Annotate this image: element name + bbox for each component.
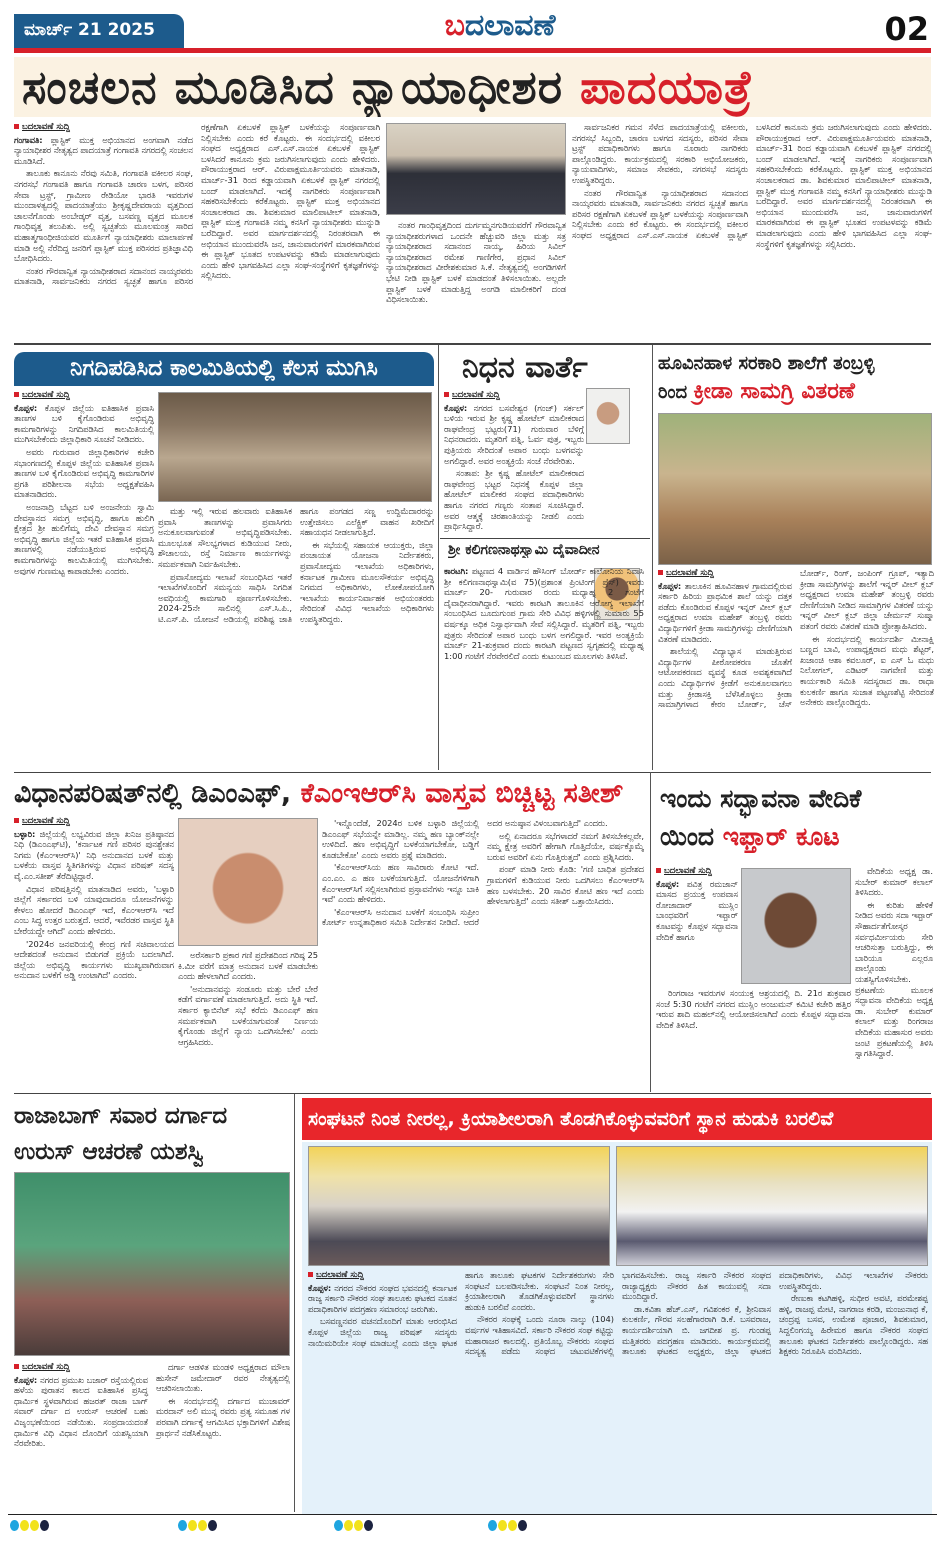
union-body xyxy=(308,1270,928,1510)
paragraph: ಪವಿತ್ರ ರಮಜಾನ್ ಮಾಸದ ಪ್ರಯುಕ್ತ ಉಪವಾಸ ರೋಜಾದಾರ್ ಮುಸ್ಲಿಂ ಬಾಂಧವರಿಗೆ ಇಫ್ತಾರ್ ಕೂಟವನ್ನು ಕೊಪ್ಪಳ ಸದ್ಭಾವನಾ ವೇದಿಕೆ ಹಾಗೂ xyxy=(656,878,738,942)
lead-story-body-b xyxy=(386,220,566,340)
paragraph: ಅರೆಸರ್ಕಾರಿ ಪ್ರಕಾರ ಗಣಿ ಪ್ರದೇಶದಿಂದ ಗರಿಷ್ಠ 25 ಕಿ.ಮೀ ವರೆಗೆ ಮಾತ್ರ ಅನುದಾನ ಬಳಕೆ ಮಾಡಬೇಕು ಎಂದು ಹೇಳಲಾಗಿದೆ ಎಂದರು. xyxy=(178,950,318,982)
paragraph: ಈ ಸಂದರ್ಭದಲ್ಲಿ ದರ್ಗಾದ ಮುಜಾವರ್ ಮರದಾನ್ ಅಲಿ ಮುನ್ನ ರವರು ಪ್ರತ್ಯ ಸಮೂಹ ಗಳ ಪರವಾಗಿ ದರ್ಗಾಕ್ಕೆ ಆಗಮಿಸಿದ ಭಕ್ತಾದಿಗಳಿಗೆ ವಿಶೇಷ ಪ್ರಾರ್ಥನೆ ನಡೆಸಿಕೊಟ್ಟರು. xyxy=(156,1395,290,1438)
paragraph: ಕೊಪ್ಪಳ ಜಿಲ್ಲೆಯ ಐತಿಹಾಸಿಕ ಪ್ರವಾಸಿ ತಾಣಗಳ ಬಳಿ ಕೈಗೊಂಡಿರುವ ಅಭಿವೃದ್ಧಿ ಕಾಮಗಾರಿಗಳನ್ನು ನಿಗದಿಪಡಿಸಿದ ಕಾಲಮಿತಿಯಲ್ಲಿ ಮುಗಿಸಬೇಕೆಂದು ಜಿಲ್ಲಾಧಿಕಾರಿ ಸೂಚನೆ ನೀಡಿದರು. xyxy=(14,402,154,445)
byline: ಬದಲಾವಣೆ ಸುದ್ದಿ xyxy=(14,122,193,133)
photo-students-sports-kit xyxy=(658,413,932,565)
paragraph: 'ಕೆಎಂಇಆರ್‌ಸಿ ಅನುದಾನ ಬಳಕೆಗೆ ಸಂಬಂಧಿಸಿ ಸುಪ್ರೀಂ ಕೋರ್ಟ್ ಉನ್ನತಾಧಿಕಾರ ಸಮಿತಿ ನಿರ್ದೇಶನ ನೀಡಿದೆ. ಆದರೆ ಅದರ ಅನುಷ್ಠಾನ ವಿಳಂಬವಾಗುತ್ತಿದೆ' ಎಂದರು. xyxy=(322,818,608,928)
story-headline-obituary: ನಿಧನ ವಾರ್ತೆ xyxy=(462,350,588,385)
story-deadline-body-a xyxy=(14,390,154,770)
lead-photo-judges-group xyxy=(386,123,566,215)
paragraph: ತಾಲೂಕಿನ ಹೂವಿನಹಾಳ ಗ್ರಾಮದಲ್ಲಿರುವ ಸರ್ಕಾರಿ ಹಿರಿಯ ಪ್ರಾಥಮಿಕ ಶಾಲೆ ಯನ್ನು ದತ್ತಕ ಪಡೆದು ಕೊಂಡಿರುವ ಕೊಪ್ಪಳ ಇನ್ನರ್ ವೀಲ್ ಕ್ಲಬ್ ಅಧ್ಯಕ್ಷರಾದ ಉಮಾ ಮಹೇಶ್ ತಂಬ್ರಳ್ಳಿ ರವರು ವಿದ್ಯಾರ್ಥಿಗಳಿಗೆ ಕ್ರೀಡಾ ಸಾಮಗ್ರಿಗಳನ್ನು ದೇಣಿಗೆಯಾಗಿ ವಿತರಣೆ ಮಾಡಿದರು. xyxy=(658,580,793,644)
dmf-body-a xyxy=(14,816,174,1090)
registration-dots xyxy=(334,1520,373,1531)
paragraph: '2024ರ ಜನವರಿಯಲ್ಲಿ ಕೇಂದ್ರ ಗಣಿ ಸಚಿವಾಲಯದ ಆದೇಶದಂತೆ ಅನುದಾನ ಬಿಡುಗಡೆ ಪ್ರಕ್ರಿಯೆ ಬದಲಾಗಿದೆ. ಜಿಲ್ಲೆಯ ಅಭಿವೃದ್ಧಿ ಕಾರ್ಯಗಳು ಮುಖ್ಯವಾಗಿರುವಾಗ ಅನುದಾನ ಬಳಕೆಗೆ ಅಡ್ಡಿ ಉಂಟಾಗಿದೆ' ಎಂದರು. xyxy=(14,938,174,981)
headline-line: ರಾಜಾಬಾಗ್ ಸವಾರ ದರ್ಗಾದ xyxy=(14,1103,228,1129)
photo-installation-ceremony xyxy=(616,1146,928,1266)
issue-date: ಮಾರ್ಚ್ 21 2025 xyxy=(14,14,184,48)
story-deadline-body-b xyxy=(158,506,434,770)
lead-story-body-c xyxy=(572,122,932,340)
lead-story-body-a xyxy=(14,122,380,340)
byline: ಬದಲಾವಣೆ ಸುದ್ದಿ xyxy=(308,1270,457,1281)
byline: ಬದಲಾವಣೆ ಸುದ್ದಿ xyxy=(14,390,154,401)
story-headline-dmf xyxy=(14,776,644,812)
paragraph: ಈ ಸಭೆಯಲ್ಲಿ ಸಹಾಯಕ ಆಯುಕ್ತರು, ಜಿಲ್ಲಾ ಪಂಚಾಯತ ಯೋಜನಾ ನಿರ್ದೇಶಕರು, ಪ್ರವಾಸೋದ್ಯಮ ಇಲಾಖೆಯ ಅಧಿಕಾರಿಗಳು, ಕರ್ನಾಟಕ ಗ್ರಾಮೀಣ ಮೂಲಸೌಕರ್ಯ ಅಭಿವೃದ್ಧಿ ನಿಗಮದ ಅಧಿಕಾರಿಗಳು, ಲೋಕೋಪಯೋಗಿ ಇಲಾಖೆಯ ಕಾರ್ಯನಿರ್ವಾಹಕ ಅಭಿಯಂತರರು ಸೇರಿದಂತೆ ವಿವಿಧ ಇಲಾಖೆಯ ಅಧಿಕಾರಿಗಳು ಉಪಸ್ಥಿತರಿದ್ದರು. xyxy=(300,539,434,624)
paragraph: ನೌಕರರ ಸಂಘಕ್ಕೆ ಒಂದು ನೂರಾ ನಾಲ್ಕು (104) ವರ್ಷಗಳ ಇತಿಹಾಸವಿದೆ. ಸರ್ಕಾರಿ ನೌಕರರ ಸಂಘ ಕಟ್ಟಿದ್ದು ಮಹಾರಾಜರ ಕಾಲದಲ್ಲಿ. ಪ್ರತಿಯೊಬ್ಬ ನೌಕರರು ಸಂಘದ ಸದಸ್ಯತ್ವ ಪಡೆದು ಸಂಘದ ಚಟುವಟಿಕೆಗಳಲ್ಲಿ ಭಾಗವಹಿಸಬೇಕು. ರಾಜ್ಯ ಸರ್ಕಾರಿ ನೌಕರರ ಸಂಘದ ರಾಜ್ಯಾಧ್ಯಕ್ಷರು ನೌಕರರ ಹಿತ ಕಾಯುವಲ್ಲಿ ಸದಾ ಮುಂದಿದ್ದಾರೆ. xyxy=(465,1270,771,1357)
photo-inauguration-cake xyxy=(308,1146,610,1266)
paragraph: ಪ್ರವಾಸೋದ್ಯಮ ಇಲಾಖೆ ಸಂಬಂಧಿಸಿದ ಇತರೆ ಇಲಾಖೆಗಳೊಂದಿಗೆ ಸಮನ್ವಯ ಸಾಧಿಸಿ ನಿಗದಿತ ಅವಧಿಯಲ್ಲಿ ಕಾಮಗಾರಿ ಪೂರ್ಣಗೊಳಿಸಬೇಕು. 2024-25ನೇ ಸಾಲಿನಲ್ಲಿ ಎಸ್.ಸಿ.ಪಿ., ಟಿ.ಎಸ್.ಪಿ. ಯೋಜನೆ ಅಡಿಯಲ್ಲಿ ಪರಿಶಿಷ್ಟ ಜಾತಿ ಹಾಗೂ ಪಂಗಡದ ಸಣ್ಣ ಉದ್ದಿಮೆದಾರರನ್ನು ಉತ್ತೇಜಿಸಲು ಎಲೆಕ್ಟ್ರಿಕ್ ವಾಹನ ಖರೀದಿಗೆ ಸಹಾಯಧನ ನೀಡಲಾಗುತ್ತಿದೆ. xyxy=(158,506,434,624)
paragraph: ಈ ಕುರಿತು ಹೇಳಿಕೆ ನೀಡಿದ ಅವರು ಸದಾ ಇಫ್ತಾರ್ ಸೌಹಾರ್ದತೆಗೋಸ್ಕರ ಸರ್ವಧರ್ಮೀಯರು ಸೇರಿ ಆಚರಿಸುತ್ತಾ ಬರುತ್ತಿದ್ದು, ಈ ಬಾರಿಯೂ ಎಲ್ಲರೂ ಪಾಲ್ಗೊಂಡು ಯಶಸ್ವಿಗೊಳಿಸಬೇಕು. ಪ್ರಕಟಣೆಯ ಮೂಲಕ ಸದ್ಭಾವನಾ ವೇದಿಕೆಯ ಅಧ್ಯಕ್ಷ ಡಾ. ಸುಬೇರ್ ಕುಮಾರ್ ಕಲಾಲ್ ಮತ್ತು ರಿಂಗರಾಜ ವೇದಿಕೆಯ ಮಹಾಸುರ ಅವರು ಜಂಟಿ ಪ್ರಕಟಣೆಯಲ್ಲಿ ತಿಳಿಸಿ ಸ್ವಾಗತಿಸಿದ್ದಾರೆ. xyxy=(855,899,933,1059)
iftar-body-b xyxy=(656,988,851,1090)
divider xyxy=(14,1093,931,1094)
registration-dots xyxy=(178,1520,217,1531)
headline-line: ರಿಂದ xyxy=(658,382,694,403)
lead-headline xyxy=(14,57,931,117)
paragraph: ನಗರದ ನೌಕರರ ಸಂಘದ ಭವನದಲ್ಲಿ ಕರ್ನಾಟಕ ರಾಜ್ಯ ಸರ್ಕಾರಿ ನೌಕರರ ಸಂಘ ತಾಲೂಕು ಘಟಕದ ನೂತನ ಪದಾಧಿಕಾರಿಗಳ ಪದಗ್ರಹಣ ಸಮಾರಂಭ ಜರುಗಿತು. xyxy=(308,1282,457,1314)
paragraph: ಪಟ್ಟಣದ 4 ವಾರ್ಡಿನ ಹೌಸಿಂಗ್ ಬೋರ್ಡ್ ಕಾಲೋನಿಯ ನಿವಾಸಿ ಶ್ರೀ ಕಲಿಗಣನಾಥಸ್ವಾಮಿ(ವ 75)(ಪ್ರಶಾಂತ ಪ್ರಿಂಟಿಂಗ್ ಪ್ರೆಸ್) ಇವರು ಮಾರ್ಚ್ 20- ಗುರುವಾರ ರಂದು ಮಧ್ಯಾಹ್ನ 2 ಗಂಟೆಗೆ ದೈವಾಧೀನರಾಗಿದ್ದಾರೆ. ಇವರು ಕಾರಟಗಿ ತಾಲೂಕಿನ ಆರೋಗ್ಯ ಇಲಾಖೆಗೆ ಸಂಬಂಧಿಸಿದ ಬೂದುಗುಂಪ ಗ್ರಾಮ ಸೇರಿ ವಿವಿಧ ಹಳ್ಳಿಗಳಲ್ಲಿ ಸುಮಾರು 55 ವರ್ಷಕ್ಕೂ ಅಧಿಕ ನಿಸ್ವಾರ್ಥವಾಗಿ ಸೇವೆ ಸಲ್ಲಿಸಿದ್ದಾರೆ. ಮೃತರಿಗೆ ಪತ್ನಿ, ಇಬ್ಬರು ಪುತ್ರರು ಸೇರಿದಂತೆ ಅಪಾರ ಬಂಧು ಬಳಗ ಅಗಲಿದ್ದಾರೆ. ಇವರ ಅಂತ್ಯಕ್ರಿಯೆ ಮಾರ್ಚ್ 21-ಶುಕ್ರವಾರ ದಂದು ಕಾರಟಗಿ ಪಟ್ಟಣದ ಸ್ವಗೃಹದಲ್ಲಿ ಮಧ್ಯಾಹ್ನ 1:00 ಗಂಟೆಗೆ ನೆರವೇರಲಿದೆ ಎಂದು ಕುಟುಂಬದ ಮೂಲಗಳು ತಿಳಿಸಿವೆ. xyxy=(444,566,644,661)
paragraph: ರಿಂಗರಾಜ ಇವರುಗಳ ಸಂಯುಕ್ತ ಆಶ್ರಯದಲ್ಲಿ ದಿ. 21ರ ಶುಕ್ರವಾರ ಸಂಜೆ 5:30 ಗಂಟೆಗೆ ನಗರದ ಮುಸ್ಲಿಂ ಅಂಜುಮನ್ ಕಮಿಟಿ ಕಚೇರಿ ಹತ್ತಿರ ಇರುವ ಶಾದಿ ಮಹಲ್‌ನಲ್ಲಿ ಆಯೋಜಿಸಲಾಗಿದೆ ಎಂದು ಕೊಪ್ಪಳ ಸದ್ಭಾವನಾ ವೇದಿಕೆ ತಿಳಿಸಿದೆ. xyxy=(656,988,851,1030)
sports-kit-body xyxy=(658,568,934,770)
divider xyxy=(440,538,650,539)
photo-obituary-portrait xyxy=(586,388,630,444)
paragraph: ಶಾಲೆಯಲ್ಲಿ ವಿದ್ಯಾಭ್ಯಾಸ ಮಾಡುತ್ತಿರುವ ವಿದ್ಯಾರ್ಥಿಗಳ ಪೀಠೋಪಕರಣ ಜೊತೆಗೆ ಆಟೋಪಕರಣದ ವ್ಯವಸ್ಥೆ ಕೂಡ ಅವಶ್ಯಕವಾಗಿದೆ ಎಂದು ವಿದ್ಯಾರ್ಥಿಗಳ ಕ್ರೀಡೆಗೆ ಅನುಕೂಲವಾಗಲು ಮತ್ತು ಕ್ರೀಡಾಸಕ್ತಿ ಬೆಳೆಸಿಕೊಳ್ಳಲು ಕ್ರೀಡಾ ಸಾಮಾಗ್ರಿಗಳಾದ ಕೇರಂ ಬೋರ್ಡ್, ಚೆಸ್ ಬೋರ್ಡ್, ರಿಂಗ್, ಜಂಪಿಂಗ್ ಗ್ರೂಪ್, ಇತ್ಯಾದಿ ಕ್ರೀಡಾ ಸಾಮಗ್ರಿಗಳನ್ನು ಶಾಲೆಗೆ ಇನ್ನರ್ ವೀಲ್ ಕ್ಲಬ್ ಅಧ್ಯಕ್ಷರಾದ ಉಮಾ ಮಹೇಶ್ ತಂಬ್ರಳ್ಳಿ ರವರು ದೇಣಿಗೆಯಾಗಿ ನೀಡಿದ ಸಾಮಾಗ್ರಿಗಳ ವಿತರಣೆ ಯನ್ನು ಇನ್ನರ್ ವೀಲ್ ಕ್ಲಬ್ ಜಿಲ್ಲಾ ಚೇರ್ಮನ್ ಸುಷ್ಮಾ ಪತಂಗೆ ರವರು ವಿತರಣೆ ಮಾಡಿ ಪ್ರೋತ್ಸಾಹಿಸಿದರು. xyxy=(658,568,934,710)
photo-review-meeting xyxy=(158,392,432,502)
dmf-body-b xyxy=(178,950,318,1090)
paragraph: ಪಂಪ್ ಮಾಡಿ ನೀರು ಕೊಡಿ: 'ಗಣಿ ಬಾಧಿತ ಪ್ರದೇಶದ ಗ್ರಾಮಗಳಿಗೆ ಕುಡಿಯುವ ನೀರು ಒದಗಿಸಲು ಕೆಎಂಇಆರ್‌ಸಿ ಹಣ ಬಳಸಬೇಕು. 20 ಸಾವಿರ ಕೋಟಿ ಹಣ ಇದೆ ಎಂದು ಹೇಳಲಾಗುತ್ತಿದೆ' ಎಂದು ಸತೀಶ್ ಒತ್ತಾಯಿಸಿದರು. xyxy=(487,864,644,907)
dateline: ಕಾರಟಗಿ: xyxy=(444,566,469,576)
paragraph: 'ಅನುದಾನವನ್ನು ಸಂಡೂರು ಮತ್ತು ಬೇರೆ ಬೇರೆ ಕಡೆಗೆ ವರ್ಗಾವಣೆ ಮಾಡಲಾಗುತ್ತಿದೆ. ಅದು ಸ್ಥಿತಿ ಇದೆ. ಸರ್ಕಾರ ಕ್ಯಾಬಿನೆಟ್ ಸಭೆ ಕರೆದು ಡಿಎಂಎಫ್ ಹಣ ಸಮರ್ಪಕವಾಗಿ ಬಳಕೆಯಾಗುವಂತೆ ನಿರ್ಣಯ ಕೈಗೊಂಡು ಜಿಲ್ಲೆಗೆ ನ್ಯಾಯ ಒದಗಿಸಬೇಕು' ಎಂದು ಆಗ್ರಹಿಸಿದರು. xyxy=(178,983,318,1047)
divider xyxy=(652,345,653,770)
story-headline-union: ಸಂಘಟನೆ ನಿಂತ ನೀರಲ್ಲ, ಕ್ರಿಯಾಶೀಲರಾಗಿ ತೊಡಗಿಕೊಳ್ಳುವವರಿಗೆ ಸ್ಥಾನ ಹುಡುಕಿ ಬರಲಿವೆ xyxy=(302,1098,932,1140)
paragraph: ನಗರದ ಪ್ರಮುಖ ಬಜಾರ್ ರಸ್ತೆಯಲ್ಲಿರುವ ಹಳೆಯ ಪುರಾತನ ಕಾಲದ ಐತಿಹಾಸಿಕ ಪ್ರಸಿದ್ಧ ಧಾರ್ಮಿಕ ಸ್ಥಳವಾಗಿರುವ ಹಜರತ್ ರಾಜಾ ಬಾಗ್ ಸವಾರ್ ದರ್ಗಾ ದ ಉರುಸ್ ಆಚರಣೆ ಬಹು ವಿಜೃಂಭಣೆಯಿಂದ ನಡೆಯಿತು. ಸಂಪ್ರದಾಯದಂತೆ ಧಾರ್ಮಿಕ ವಿಧಿ ವಿಧಾನ ದೊಂದಿಗೆ ಯಶಸ್ವಿಯಾಗಿ ನೆರವೇರಿತು. xyxy=(14,1374,149,1449)
urus-body xyxy=(14,1362,290,1512)
headline-black: ವಿಧಾನಪರಿಷತ್‌ನಲ್ಲಿ ಡಿಎಂಎಫ್, xyxy=(14,778,301,809)
header-rule xyxy=(14,48,931,53)
dateline: ಕೊಪ್ಪಳ: xyxy=(14,1374,38,1385)
headline-line: ಯಿಂದ xyxy=(660,822,723,851)
paragraph: ಪ್ಲಾಸ್ಟಿಕ್ ಮುಕ್ತ ಅಭಿಯಾನದ ಅಂಗವಾಗಿ ನಡೆದ ನ್ಯಾಯಾಧೀಶರ ನೇತೃತ್ವದ ಪಾದಯಾತ್ರೆ ಗಂಗಾವತಿ ನಗರದಲ್ಲಿ ಸಂಚಲನ ಮೂಡಿಸಿದೆ. xyxy=(14,134,193,166)
divider xyxy=(650,772,651,1092)
headline-red: ಕೆಎಂಇಆರ್‌ಸಿ ವಾಸ್ತವ ಬಿಚ್ಚಿಟ್ಟ ಸತೀಶ್ xyxy=(300,778,624,809)
logo-first-letter: ಬ xyxy=(444,8,465,43)
photo-organizer-portrait xyxy=(741,868,851,984)
byline: ಬದಲಾವಣೆ ಸುದ್ದಿ xyxy=(14,816,174,827)
dateline: ಬಳ್ಳಾರಿ: xyxy=(14,828,36,839)
iftar-body-c xyxy=(855,866,933,1090)
byline: ಬದಲಾವಣೆ ಸುದ್ದಿ xyxy=(656,866,738,877)
logo-rest: ದಲಾವಣೆ xyxy=(464,8,556,43)
paragraph: ದರ್ಗಾ ಆಡಳಿತ ಮಂಡಳಿ ಅಧ್ಯಕ್ಷರಾದ ಮೌಲಾ ಹುಸೇನ್ ಜಮೇದಾರ್ ರವರ ನೇತೃತ್ವದಲ್ಲಿ ಆಚರಿಸಲಾಯಿತು. xyxy=(156,1362,290,1394)
paragraph: ಈ ಸಂದರ್ಭದಲ್ಲಿ ಕಾರ್ಯದರ್ಶಿ ಮೀನಾಕ್ಷಿ ಬಣ್ಣದ ಬಾವಿ, ಉಪಾಧ್ಯಕ್ಷರಾದ ಮಧು ಶೆಟ್ಟರ್, ಖಜಾಂಚಿ ಆಶಾ ಕವಲೂರ್, ಐ ಎಸ್ ಓ ಮಧು ನಿಲೋಗಲ್, ಎಡಿಟರ್ ನಾಗವೇಣಿ ಮತ್ತು ಕಾರ್ಯಕಾರಿ ಸಮಿತಿ ಸದಸ್ಯರಾದ ಡಾ. ರಾಧಾ ಕುಲಕರ್ಣಿ ಹಾಗೂ ಸುಜಾತ ಪಟ್ಟಣಶೆಟ್ಟಿ ಸೇರಿದಂತೆ ಅನೇಕರು ಪಾಲ್ಗೊಂಡಿದ್ದರು. xyxy=(800,633,934,708)
paragraph: ನಗರದ ಬಸವೇಶ್ವರ (ಗಂಜ್) ಸರ್ಕಲ್ ಬಳಿಯ ಇರುವ ಶ್ರೀ ಕೃಷ್ಣ ಹೋಟೆಲ್ ಮಾಲೀಕರಾದ ರಾಘವೇಂದ್ರ ಭಟ್ಟರು(71) ಗುರುವಾರ ಬೆಳಿಗ್ಗೆ ನಿಧನರಾದರು. ಮೃತರಿಗೆ ಪತ್ನಿ, ಓರ್ವ ಪುತ್ರ, ಇಬ್ಬರು ಪುತ್ರಿಯರು ಸೇರಿದಂತೆ ಅಪಾರ ಬಂಧು ಬಳಗವನ್ನು ಅಗಲಿದ್ದಾರೆ. ಅವರ ಅಂತ್ಯಕ್ರಿಯೆ ಸಂಜೆ ನೆರವೇರಿತು. xyxy=(444,402,584,466)
paragraph: ಮತ್ತು ಇಲ್ಲಿ ಇರುವ ಹಲವಾರು ಐತಿಹಾಸಿಕ ಪ್ರವಾಸಿ ತಾಣಗಳನ್ನು ಪ್ರವಾಸಿಗರು ಅನುಕೂಲವಾಗುವಂತೆ ಅಭಿವೃದ್ಧಿಪಡಿಸಬೇಕು. ಮೂಲಭೂತ ಸೌಲಭ್ಯಗಳಾದ ಕುಡಿಯುವ ನೀರು, ಶೌಚಾಲಯ, ರಸ್ತೆ ನಿರ್ಮಾಣ ಕಾರ್ಯಗಳನ್ನು ಸಮರ್ಪಕವಾಗಿ ನಿರ್ವಹಿಸಬೇಕು. xyxy=(158,506,292,569)
page-number: 02 xyxy=(884,10,929,48)
paragraph: ನಂತರ ಗೌರವಾನ್ವಿತ ನ್ಯಾಯಾಧೀಶರಾದ ಸದಾನಂದ ನಾಯ್ಕರವರು ಮಾತನಾಡಿ, ಸಾರ್ವಜನಿಕರು ನಗರದ ಸ್ವಚ್ಛತೆ ಹಾಗೂ ಪರಿಸರ ರಕ್ಷಣೆಗಾಗಿ ಏಕಬಳಕೆ ಪ್ಲಾಸ್ಟಿಕ್ ಬಳಕೆಯನ್ನು ಸಂಪೂರ್ಣವಾಗಿ ನಿಲ್ಲಿಸಬೇಕು ಎಂದು ಕರೆ ಕೊಟ್ಟರು. ಈ ಸಂದರ್ಭದಲ್ಲಿ ವಕೀಲರ ಸಂಘದ ಅಧ್ಯಕ್ಷರಾದ ಎಸ್.ಎಸ್.ನಾಯಕ ಏಕಬಳಕೆ ಪ್ಲಾಸ್ಟಿಕ್ ಬಳಸಿದರೆ ಕಾನೂನು ಕ್ರಮ ಜರುಗಿಸಲಾಗುವುದು ಎಂದು ಹೇಳಿದರು. ಪೌರಾಯುಕ್ತರಾದ ಆರ್. ವಿರುಪಾಕ್ಷಮೂರ್ತಿಯವರು ಮಾತನಾಡಿ, ಮಾರ್ಚ್-31 ರಿಂದ ಕಡ್ಡಾಯವಾಗಿ ಏಕಬಳಕೆ ಪ್ಲಾಸ್ಟಿಕ್ ನಗರದಲ್ಲಿ ಬಂದ್ ಮಾಡಲಾಗಿದೆ. ಇದಕ್ಕೆ ನಾಗರಿಕರು ಸಂಪೂರ್ಣವಾಗಿ ಸಹಕರಿಸಬೇಕೆಂದು ಕರೆಕೊಟ್ಟರು. ಪ್ಲಾಸ್ಟಿಕ್ ಮುಕ್ತ ಅಭಿಯಾನದ ಸಂಚಾಲಕರಾದ ಡಾ. ಶಿವಕುಮಾರ ಮಾಲಿಪಾಟೀಲ್ ಮಾತನಾಡಿ, ಪ್ಲಾಸ್ಟಿಕ್ ಮುಕ್ತ ಗಂಗಾವತಿ ನಮ್ಮ ಕನಸಿಗೆ ನ್ಯಾಯಾಧೀಶರು ಮುನ್ನುಡಿ ಬರೆದಿದ್ದಾರೆ. ಅವರ ಮಾರ್ಗದರ್ಶನದಲ್ಲಿ ನಿರಂತರವಾಗಿ ಈ ಅಭಿಯಾನ ಮುಂದುವರೆಸಿ ಜನ, ಜಾನುವಾರುಗಳಿಗೆ ಮಾರಕವಾಗಿರುವ ಈ ಪ್ಲಾಸ್ಟಿಕ್ ಭೂತದ ಉಪಟಳವನ್ನು ಕಡಿಮೆ ಮಾಡಲಾಗುವುದು ಎಂದು ಹೇಳಿ ಭಾಗವಹಿಸಿದ ಎಲ್ಲಾ ಸಂಘ-ಸಂಸ್ಥೆಗಳಿಗೆ ಕೃತಜ್ಞತೆಗಳನ್ನು ಸಲ್ಲಿಸಿದರು. xyxy=(14,122,380,287)
paragraph: ಅಂಜನಾದ್ರಿ ಬೆಟ್ಟದ ಬಳಿ ಅಂಜನೇಯ ಸ್ವಾಮಿ ದೇವಸ್ಥಾನದ ಸಮಗ್ರ ಅಭಿವೃದ್ಧಿ, ಹಾಗೂ ಹುಲಿಗಿ ಕ್ಷೇತ್ರದ ಶ್ರೀ ಹುಲಿಗೆಮ್ಮ ದೇವಿ ದೇವಸ್ಥಾನ ಸಮಗ್ರ ಅಭಿವೃದ್ಧಿ ಹಾಗೂ ಜಿಲ್ಲೆಯ ಇತರೆ ಐತಿಹಾಸಿಕ ಪ್ರವಾಸಿ ತಾಣಗಳಲ್ಲಿ ನಡೆಯುತ್ತಿರುವ ಅಭಿವೃದ್ಧಿ ಕಾಮಗಾರಿಗಳನ್ನು ಕಾಲಮಿತಿಯಲ್ಲಿ ಮುಗಿಸಬೇಕು. ಅವುಗಳ ಗುಣಮಟ್ಟ ಕಾಪಾಡಬೇಕು ಎಂದರು. xyxy=(14,501,154,576)
registration-dots xyxy=(10,1520,49,1531)
demise-body xyxy=(444,566,644,770)
photo-satish-portrait xyxy=(178,818,318,946)
story-headline-urus xyxy=(14,1098,290,1170)
headline-line-red: ಇಫ್ತಾರ್ ಕೂಟ xyxy=(722,822,840,851)
divider xyxy=(14,343,931,345)
dateline: ಕೊಪ್ಪಳ: xyxy=(444,402,468,413)
lead-headline-red: ಪಾದಯಾತ್ರೆ xyxy=(580,60,754,114)
dateline: ಕೊಪ್ಪಳ: xyxy=(14,402,38,413)
story-headline-demise: ಶ್ರೀ ಕಲಿಗಣನಾಥಸ್ವಾಮಿ ದೈವಾದೀನ xyxy=(448,542,600,558)
paragraph: ಡಾ.ಕವಿತಾ ಹೆಚ್.ಎಸ್, ಗವಿಶಂಕರ ಕೆ, ಶ್ರೀನಿವಾಸ ಕುಲಕರ್ಣಿ, ಗೌರವ ಸಲಹೆಗಾರರಾಗಿ ಡಿ.ಕೆ. ಬಸವರಾಜ, ಕಾರ್ಯದರ್ಶಿಯಾಗಿ ಬಿ. ಜಗದೀಶ ಪ್ರ. ಗುಂಡಪ್ಪ ಮತ್ತಿತರರು ಪದಗ್ರಹಣ ಮಾಡಿದರು. ಕಾರ್ಯಕ್ರಮದಲ್ಲಿ ತಾಲೂಕು ಘಟಕದ ಅಧ್ಯಕ್ಷರು, ಜಿಲ್ಲಾ ಘಟಕದ ಪದಾಧಿಕಾರಿಗಳು, ವಿವಿಧ ಇಲಾಖೆಗಳ ನೌಕರರು ಉಪಸ್ಥಿತರಿದ್ದರು. xyxy=(622,1270,928,1357)
paragraph: ಸಂತಾಪ: ಶ್ರೀ ಕೃಷ್ಣ ಹೋಟೆಲ್ ಮಾಲೀಕರಾದ ರಾಘವೇಂದ್ರ ಭಟ್ಟರ ನಿಧನಕ್ಕೆ ಕೊಪ್ಪಳ ಜಿಲ್ಲಾ ಹೋಟೆಲ್ ಮಾಲೀಕರ ಸಂಘದ ಪದಾಧಿಕಾರಿಗಳು ಹಾಗೂ ನಗರದ ಗಣ್ಯರು ಸಂತಾಪ ಸೂಚಿಸಿದ್ದಾರೆ. ಅವರ ಆತ್ಮಕ್ಕೆ ಚಿರಶಾಂತಿಯನ್ನು ನೀಡಲಿ ಎಂದು ಪ್ರಾರ್ಥಿಸಿದ್ದಾರೆ. xyxy=(444,468,584,532)
photo-dargah-urus xyxy=(14,1172,290,1356)
paragraph: ತಾಲೂಕು ಕಾನೂನು ನೆರವು ಸಮಿತಿ, ಗಂಗಾವತಿ ವಕೀಲರ ಸಂಘ, ನಗರಸಭೆ ಗಂಗಾವತಿ ಹಾಗೂ ಗಂಗಾವತಿ ಚಾರಣ ಬಳಗ, ಪರಿಸರ ಸೇವಾ ಟ್ರಸ್ಟ್, ಗ್ರಾಮೀಣ ರೇಡಿಯೋ ಭಾರತಿ ಇವರುಗಳ ಮುಂದಾಳತ್ವದಲ್ಲಿ ಪಾದಯಾತ್ರೆಯು ಶ್ರೀಕೃಷ್ಣದೇವರಾಯ ವೃತ್ತದಿಂದ ಚಾಲನೆಗೊಂಡು ಅಂಬೇಡ್ಕರ್ ವೃತ್ತ, ಬಸವಣ್ಣ ವೃತ್ತದ ಮೂಲಕ ಗಾಂಧಿವೃತ್ತ ತಲುಪಿತು. ಅಲ್ಲಿ ಸ್ವಚ್ಛತೆಯ ಮೂಲಮಂತ್ರ ಸಾರಿದ ಮಹಾತ್ಮಗಾಂಧೀಜಿಯವರ ಮೂರ್ತಿಗೆ ನ್ಯಾಯಾಧೀಶರು ಮಾಲಾರ್ಪಣೆ ಮಾಡಿ ಅಲ್ಲಿ ನೆರೆದಿದ್ದ ಜನರಿಗೆ ಪ್ಲಾಸ್ಟಿಕ್ ಮುಕ್ತ ಪರಿಸರದ ಪ್ರತಿಜ್ಞಾವಿಧಿ ಬೋಧಿಸಿದರು. xyxy=(14,168,193,264)
lead-headline-black: ಸಂಚಲನ ಮೂಡಿಸಿದ ನ್ಯಾಯಾಧೀಶರ xyxy=(22,60,564,114)
paragraph: 'ಇನ್ನೊಂದೆಡೆ, 2024ರ ಬಳಿಕ ಬಳ್ಳಾರಿ ಜಿಲ್ಲೆಯಲ್ಲಿ ಡಿಎಂಎಫ್ ಸಭೆಯನ್ನೇ ಮಾಡಿಲ್ಲ. ನಮ್ಮ ಹಣ ಬ್ಯಾಂಕ್‌ನಲ್ಲೇ ಉಳಿದಿದೆ. ಹಣ ಅಭಿವೃದ್ಧಿಗೆ ಬಳಕೆಯಾಗಬೇಕೋ, ಬಡ್ಡಿಗೆ ಕೂಡಬೇಕೋ' ಎಂದು ಅವರು ಪ್ರಶ್ನೆ ಮಾಡಿದರು. xyxy=(322,818,479,860)
obituary-body xyxy=(444,390,584,538)
paragraph: ಅವರು ಗುರುವಾರ ಜಿಲ್ಲಾಧಿಕಾರಿಗಳ ಕಚೇರಿ ಸಭಾಂಗಣದಲ್ಲಿ ಕೊಪ್ಪಳ ಜಿಲ್ಲೆಯ ಐತಿಹಾಸಿಕ ಪ್ರವಾಸಿ ತಾಣಗಳ ಬಳಿ ಕೈಗೊಂಡಿರುವ ಅಭಿವೃದ್ಧಿ ಕಾಮಗಾರಿಗಳ ಪ್ರಗತಿ ಪರಿಶೀಲನಾ ಸಭೆಯ ಅಧ್ಯಕ್ಷತೆವಹಿಸಿ ಮಾತನಾಡಿದರು. xyxy=(14,446,154,500)
newspaper-logo xyxy=(380,8,620,43)
dateline: ಕೊಪ್ಪಳ: xyxy=(658,580,682,591)
paragraph: ಜಿಲ್ಲೆಯಲ್ಲಿ ಲಭ್ಯವಿರುವ ಜಿಲ್ಲಾ ಖನಿಜ ಪ್ರತಿಷ್ಠಾನದ ನಿಧಿ (ಡಿಎಂಎಫ್‌ಟಿ), 'ಕರ್ನಾಟಕ ಗಣಿ ಪರಿಸರ ಪುನಶ್ಚೇತನ ನಿಗಮ (ಕೆಎಂಇಆರ್‌ಸಿ)' ನಿಧಿ ಅನುದಾನದ ಬಳಕೆ ಮತ್ತು ಬಳಕೆಯ ವಾಸ್ತವ ಸ್ಥಿತಿಗತಿಗಳನ್ನು ವಿಧಾನ ಪರಿಷತ್ ಸದಸ್ಯ ವೈ.ಎಂ.ಸತೀಶ್ ತೆರೆದಿಟ್ಟಿದ್ದಾರೆ. xyxy=(14,828,174,881)
story-headline-iftar xyxy=(660,780,932,856)
headline-line: ಇಂದು ಸದ್ಭಾವನಾ ವೇದಿಕೆ xyxy=(660,784,862,813)
registration-dots xyxy=(488,1520,527,1531)
headline-line: ಹೂವಿನಹಾಳ ಸರಕಾರಿ ಶಾಲೆಗೆ ತಂಬ್ರಳ್ಳಿ xyxy=(658,353,875,374)
story-headline-sports-kit xyxy=(658,350,934,407)
dateline: ಕೊಪ್ಪಳ: xyxy=(656,878,680,889)
paragraph: ವೇದಿಕೆಯ ಅಧ್ಯಕ್ಷ ಡಾ. ಸುಬೇರ್ ಕುಮಾರ್ ಕಲಾಲ್ ತಿಳಿಸಿದರು. xyxy=(855,866,933,898)
divider xyxy=(438,345,439,770)
paragraph: ಸಾರ್ವಜನಿಕರ ಗಮನ ಸೆಳೆದ ಪಾದಯಾತ್ರೆಯಲ್ಲಿ ವಕೀಲರು, ನಗರಸಭೆ ಸಿಬ್ಬಂದಿ, ಚಾರಣ ಬಳಗದ ಸದಸ್ಯರು, ಪರಿಸರ ಸೇವಾ ಟ್ರಸ್ಟ್ ಪದಾಧಿಕಾರಿಗಳು ಹಾಗೂ ನೂರಾರು ನಾಗರಿಕರು ಪಾಲ್ಗೊಂಡಿದ್ದರು. ಕಾರ್ಯಕ್ರಮದಲ್ಲಿ ಸರಕಾರಿ ಅಭಿಯೋಜಕರು, ನ್ಯಾಯವಾದಿಗಳು, ಸಮಾಜ ಸೇವಕರು, ನಗರಸಭೆ ಸದಸ್ಯರು ಉಪಸ್ಥಿತರಿದ್ದರು. xyxy=(572,122,748,185)
footer-rule xyxy=(8,1514,937,1515)
paragraph: ಬಸವಣ್ಣನವರ ವಚನದೊಂದಿಗೆ ಮಾತು ಆರಂಭಿಸಿದ ಕೊಪ್ಪಳ ಜಿಲ್ಲೆಯ ರಾಜ್ಯ ಪರಿಷತ್ ಸದಸ್ಯರು ನಾಯಿಮರಿಯೇ ಸಂಘ ಮಾಡಬಲ್ಲೆ ಎಂದು ಜಿಲ್ಲಾ ಘಟಕ ಹಾಗೂ ತಾಲೂಕು ಘಟಕಗಳ ನಿರ್ದೇಶಕರುಗಳು ಸೇರಿ ಸಂಘಟನೆ ಬಲಪಡಿಸಬೇಕು. ಸಂಘಟನೆ ನಿಂತ ನೀರಲ್ಲ, ಕ್ರಿಯಾಶೀಲರಾಗಿ ತೊಡಗಿಕೊಳ್ಳುವವರಿಗೆ ಸ್ಥಾನಗಳು ಹುಡುಕಿ ಬರಲಿವೆ ಎಂದರು. xyxy=(308,1270,614,1348)
story-headline-deadline: ನಿಗದಿಪಡಿಸಿದ ಕಾಲಮಿತಿಯಲ್ಲಿ ಕೆಲಸ ಮುಗಿಸಿ xyxy=(14,352,434,386)
divider xyxy=(14,772,931,773)
byline: ಬದಲಾವಣೆ ಸುದ್ದಿ xyxy=(658,568,792,579)
paragraph: ನಂತರ ಗೌರವಾನ್ವಿತ ನ್ಯಾಯಾಧೀಶರಾದ ಸದಾನಂದ ನಾಯ್ಕರವರು ಮಾತನಾಡಿ, ಸಾರ್ವಜನಿಕರು ನಗರದ ಸ್ವಚ್ಛತೆ ಹಾಗೂ ಪರಿಸರ ರಕ್ಷಣೆಗಾಗಿ ಏಕಬಳಕೆ ಪ್ಲಾಸ್ಟಿಕ್ ಬಳಕೆಯನ್ನು ಸಂಪೂರ್ಣವಾಗಿ ನಿಲ್ಲಿಸಬೇಕು ಎಂದು ಕರೆ ಕೊಟ್ಟರು. ಈ ಸಂದರ್ಭದಲ್ಲಿ ವಕೀಲರ ಸಂಘದ ಅಧ್ಯಕ್ಷರಾದ ಎಸ್.ಎಸ್.ನಾಯಕ ಏಕಬಳಕೆ ಪ್ಲಾಸ್ಟಿಕ್ ಬಳಸಿದರೆ ಕಾನೂನು ಕ್ರಮ ಜರುಗಿಸಲಾಗುವುದು ಎಂದು ಹೇಳಿದರು. ಪೌರಾಯುಕ್ತರಾದ ಆರ್. ವಿರುಪಾಕ್ಷಮೂರ್ತಿಯವರು ಮಾತನಾಡಿ, ಮಾರ್ಚ್-31 ರಿಂದ ಕಡ್ಡಾಯವಾಗಿ ಏಕಬಳಕೆ ಪ್ಲಾಸ್ಟಿಕ್ ನಗರದಲ್ಲಿ ಬಂದ್ ಮಾಡಲಾಗಿದೆ. ಇದಕ್ಕೆ ನಾಗರಿಕರು ಸಂಪೂರ್ಣವಾಗಿ ಸಹಕರಿಸಬೇಕೆಂದು ಕರೆಕೊಟ್ಟರು. ಪ್ಲಾಸ್ಟಿಕ್ ಮುಕ್ತ ಅಭಿಯಾನದ ಸಂಚಾಲಕರಾದ ಡಾ. ಶಿವಕುಮಾರ ಮಾಲಿಪಾಟೀಲ್ ಮಾತನಾಡಿ, ಪ್ಲಾಸ್ಟಿಕ್ ಮುಕ್ತ ಗಂಗಾವತಿ ನಮ್ಮ ಕನಸಿಗೆ ನ್ಯಾಯಾಧೀಶರು ಮುನ್ನುಡಿ ಬರೆದಿದ್ದಾರೆ. ಅವರ ಮಾರ್ಗದರ್ಶನದಲ್ಲಿ ನಿರಂತರವಾಗಿ ಈ ಅಭಿಯಾನ ಮುಂದುವರೆಸಿ ಜನ, ಜಾನುವಾರುಗಳಿಗೆ ಮಾರಕವಾಗಿರುವ ಈ ಪ್ಲಾಸ್ಟಿಕ್ ಭೂತದ ಉಪಟಳವನ್ನು ಕಡಿಮೆ ಮಾಡಲಾಗುವುದು ಎಂದು ಹೇಳಿ ಭಾಗವಹಿಸಿದ ಎಲ್ಲಾ ಸಂಘ-ಸಂಸ್ಥೆಗಳಿಗೆ ಕೃತಜ್ಞತೆಗಳನ್ನು ಸಲ್ಲಿಸಿದರು. xyxy=(572,122,932,249)
byline: ಬದಲಾವಣೆ ಸುದ್ದಿ xyxy=(14,1362,148,1373)
headline-line: ಉರುಸ್ ಆಚರಣೆ ಯಶಸ್ವಿ xyxy=(14,1139,204,1165)
dateline: ಗಂಗಾವತಿ: xyxy=(14,134,43,145)
iftar-body-a xyxy=(656,866,738,986)
headline-line-red: ಕ್ರೀಡಾ ಸಾಮಗ್ರಿ ವಿತರಣೆ xyxy=(693,379,855,404)
divider xyxy=(294,1094,295,1512)
paragraph: ವಿಧಾನ ಪರಿಷತ್ತಿನಲ್ಲಿ ಮಾತನಾಡಿದ ಅವರು, 'ಬಳ್ಳಾರಿ ಜಿಲ್ಲೆಗೆ ಸರ್ಕಾರದ ಬಳಿ ಯಾವುದಾದರೂ ಯೋಜನೆಗಳನ್ನು ಕೇಳಲು ಹೋದರೆ ಡಿಎಂಎಫ್ ಇದೆ, ಕೆಎಂಇಆರ್‌ಸಿ ಇದೆ ಎಂಬ ಸಿದ್ಧ ಉತ್ತರ ಬರುತ್ತದೆ. ಆದರೆ, ಇವೆರಡರ ವಾಸ್ತವ ಸ್ಥಿತಿ ಬೇರೆಯದ್ದೇ ಆಗಿದೆ' ಎಂದು ಹೇಳಿದರು. xyxy=(14,883,174,936)
paragraph: ನಂತರ ಗಾಂಧಿವೃತ್ತದಿಂದ ದುರ್ಗಮ್ಮನಗುಡಿಯವರೆಗೆ ಗೌರವಾನ್ವಿತ ನ್ಯಾಯಾಧೀಶರುಗಳಾದ ಒಂದನೇ ಹೆಚ್ಚುವರಿ ಜಿಲ್ಲಾ ಮತ್ತು ಸತ್ರ ನ್ಯಾಯಾಧೀಶರಾದ ಸದಾನಂದ ನಾಯ್ಕ, ಹಿರಿಯ ಸಿವಿಲ್ ನ್ಯಾಯಾಧೀಶರಾದ ರಮೇಶ ಗಾಣಿಗೇರ, ಪ್ರಧಾನ ಸಿವಿಲ್ ನ್ಯಾಯಾಧೀಶರಾದ ವೀರೇಶಕುಮಾರ ಸಿ.ಕೆ. ನೇತೃತ್ವದಲ್ಲಿ ಅಂಗಡಿಗಳಿಗೆ ಭೇಟಿ ನೀಡಿ ಪ್ಲಾಸ್ಟಿಕ್ ಬಳಕೆ ಮಾಡದಂತೆ ತಿಳಿಸಲಾಯಿತು. ಅಲ್ಲದೇ ಪ್ಲಾಸ್ಟಿಕ್ ಬಳಕೆ ಮಾಡುತ್ತಿದ್ದ ಅಂಗಡಿ ಮಾಲೀಕರಿಗೆ ದಂಡ ವಿಧಿಸಲಾಯಿತು. xyxy=(386,220,566,305)
paragraph: ಅಲ್ಲಿ ಏನಾದರೂ ಸಭೆಗಳಾದರೆ ನಮಗೆ ತಿಳಿಸಬೇಕಲ್ಲವೇ, ನಮ್ಮ ಕ್ಷೇತ್ರ ಅವರಿಗೆ ಹೇಗಾಗಿ ಗೊತ್ತಿದೆಯೇ, ವರ್ಷಕ್ಕೊಮ್ಮೆ ಬರುವ ಅವರಿಗೆ ಏನು ಗೊತ್ತಿರುತ್ತದೆ' ಎಂದು ಪ್ರಶ್ನಿಸಿದರು. xyxy=(487,830,644,862)
paragraph: 'ಕೆಎಂಇಆರ್‌ಸಿಯ ಹಣ ಸಾವಿರಾರು ಕೋಟಿ ಇದೆ. ಎಂ.ಎಂ. ಎ ಹಣ ಬಳಕೆಯಾಗುತ್ತಿದೆ. ಯೋಜನೆಗಳಿಗಾಗಿ ಕೆಎಂಇಆರ್‌ಸಿಗೆ ಸಲ್ಲಿಸಲಾಗಿರುವ ಪ್ರಸ್ತಾವನೆಗಳು ಇನ್ನೂ ಬಾಕಿ ಇವೆ' ಎಂದು ಹೇಳಿದರು. xyxy=(322,862,479,905)
paragraph: ರೇಣುಕಾ ಕಟಗಿಹಳ್ಳಿ, ಸುಧೀರ ಅವಟಿ, ಪರಮೇಶಪ್ಪ ಹಳ್ಳಿ, ರಾಜಪ್ಪ ಮೇಟಿ, ನಾಗರಾಜ ಕರಡಿ, ಮಂಜುನಾಥ ಕೆ, ಚಂದ್ರಪ್ಪ ಬಸವ, ಉಮೇಶ ಪೂಜಾರ, ಶಿವಕುಮಾರ, ಸಿದ್ದಲಿಂಗಯ್ಯ ಹಿರೇಮಠ ಹಾಗೂ ನೌಕರರ ಸಂಘದ ತಾಲೂಕು ಘಟಕದ ನಿರ್ದೇಶಕರು ಪಾಲ್ಗೊಂಡಿದ್ದರು. ಸಹ ಶಿಕ್ಷಕರು ನಿರೂಪಿಸಿ ವಂದಿಸಿದರು. xyxy=(779,1293,928,1357)
dmf-body-c xyxy=(322,818,644,1090)
byline: ಬದಲಾವಣೆ ಸುದ್ದಿ xyxy=(444,390,584,401)
dateline: ಕೊಪ್ಪಳ: xyxy=(308,1282,332,1293)
